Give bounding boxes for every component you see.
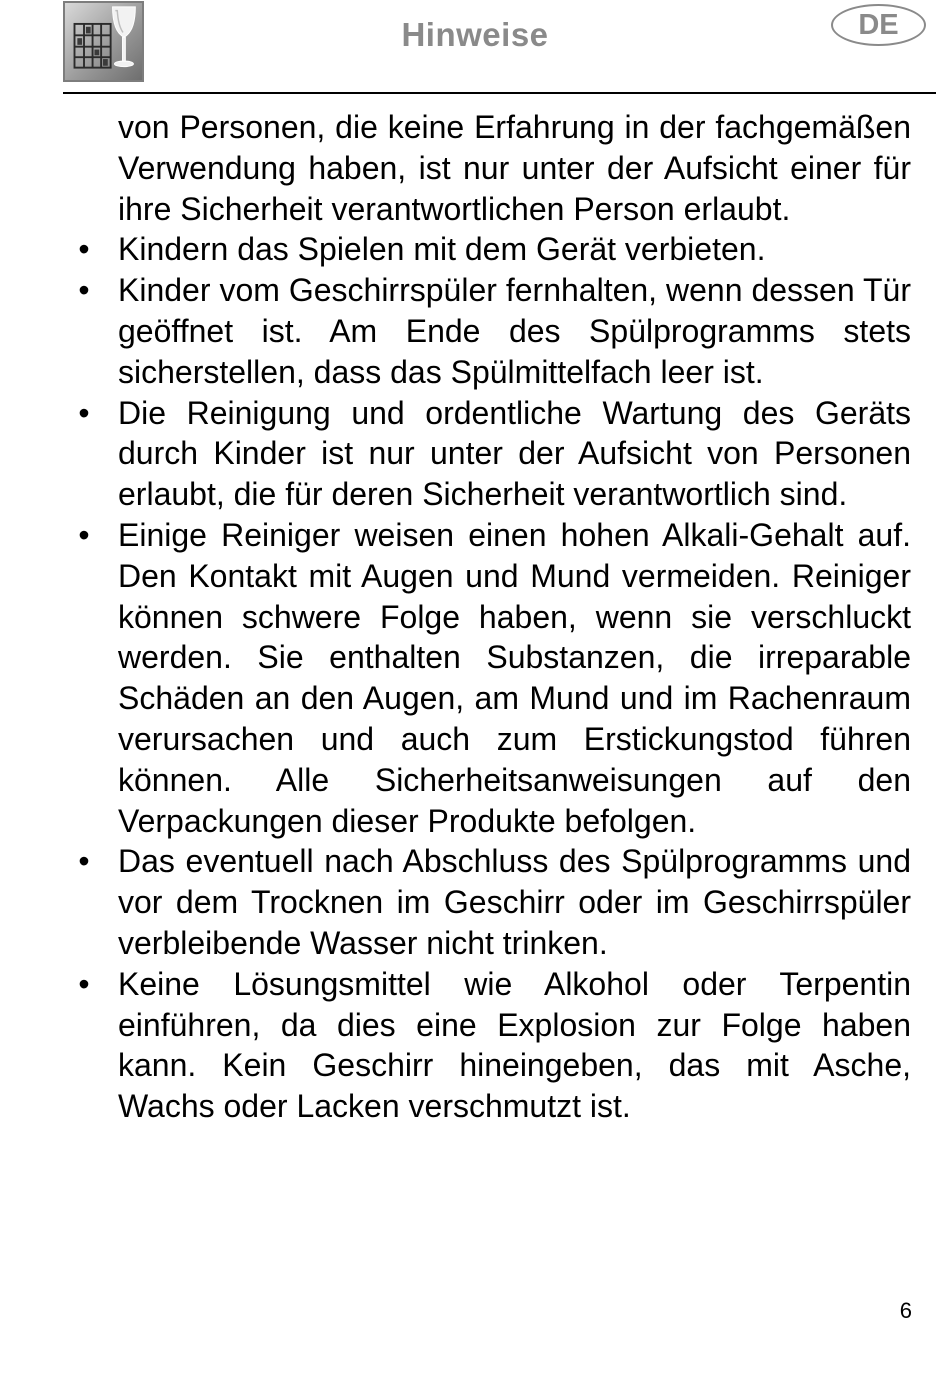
continuation-paragraph: von Personen, die keine Erfahrung in der fachgemäßen Verwendung haben, ist nur unter der Aufsicht einer für ihre Sicherheit verantwortlichen Person erlaubt. [118,109,911,227]
bullet-icon: • [78,272,90,309]
page-title: Hinweise [401,16,549,53]
list-item-text: Die Reinigung und ordentliche Wartung des Geräts durch Kinder ist nur unter der Aufsicht von Personen erlaubt, die für deren Sicherheit verantwortlich sind. [118,394,911,513]
bullet-icon: • [78,231,90,268]
list-item-text: Kindern das Spielen mit dem Gerät verbieten. [118,231,766,268]
list-item-text: Das eventuell nach Abschluss des Spülprogramms und vor dem Trocknen im Geschirr oder im Geschirrspüler verbleibende Wasser nicht trinken. [118,843,911,961]
list-item [78,270,911,392]
list-item [78,393,911,515]
list-item-text: Keine Lösungsmittel wie Alkohol oder Terpentin einführen, da dies eine Explosion zur Folge haben kann. Kein Geschirr hineingeben, das mit Asche, Wachs oder Lacken verschmutzt ist. [118,965,911,1125]
notes-content [78,107,911,1127]
bullet-icon: • [78,516,90,553]
header-divider [63,92,936,94]
bullet-icon: • [78,965,90,1002]
list-item [78,515,911,841]
list-item [78,229,911,270]
list-item [78,964,911,1127]
safety-notes-list [78,229,911,1127]
list-item-text: Einige Reiniger weisen einen hohen Alkali-Gehalt auf. Den Kontakt mit Augen und Mund vermeiden. Reiniger können schwere Folge haben, wenn sie verschluckt werden. Sie enthalten Substanzen, die irreparable Schäden an den Augen, am Mund und im Rachenraum verursachen und auch zum Erstickungstod führen können. Alle Sicherheitsanweisungen auf den Verpackungen dieser Produkte befolgen. [118,516,911,839]
language-badge: DE [831,4,926,46]
bullet-icon: • [78,394,90,431]
list-item [78,841,911,963]
list-item-text: Kinder vom Geschirrspüler fernhalten, wenn dessen Tür geöffnet ist. Am Ende des Spülprogramms stets sicherstellen, dass das Spülmittelfach leer ist. [118,272,911,390]
page-number: 6 [899,1298,912,1323]
bullet-icon: • [78,843,90,880]
